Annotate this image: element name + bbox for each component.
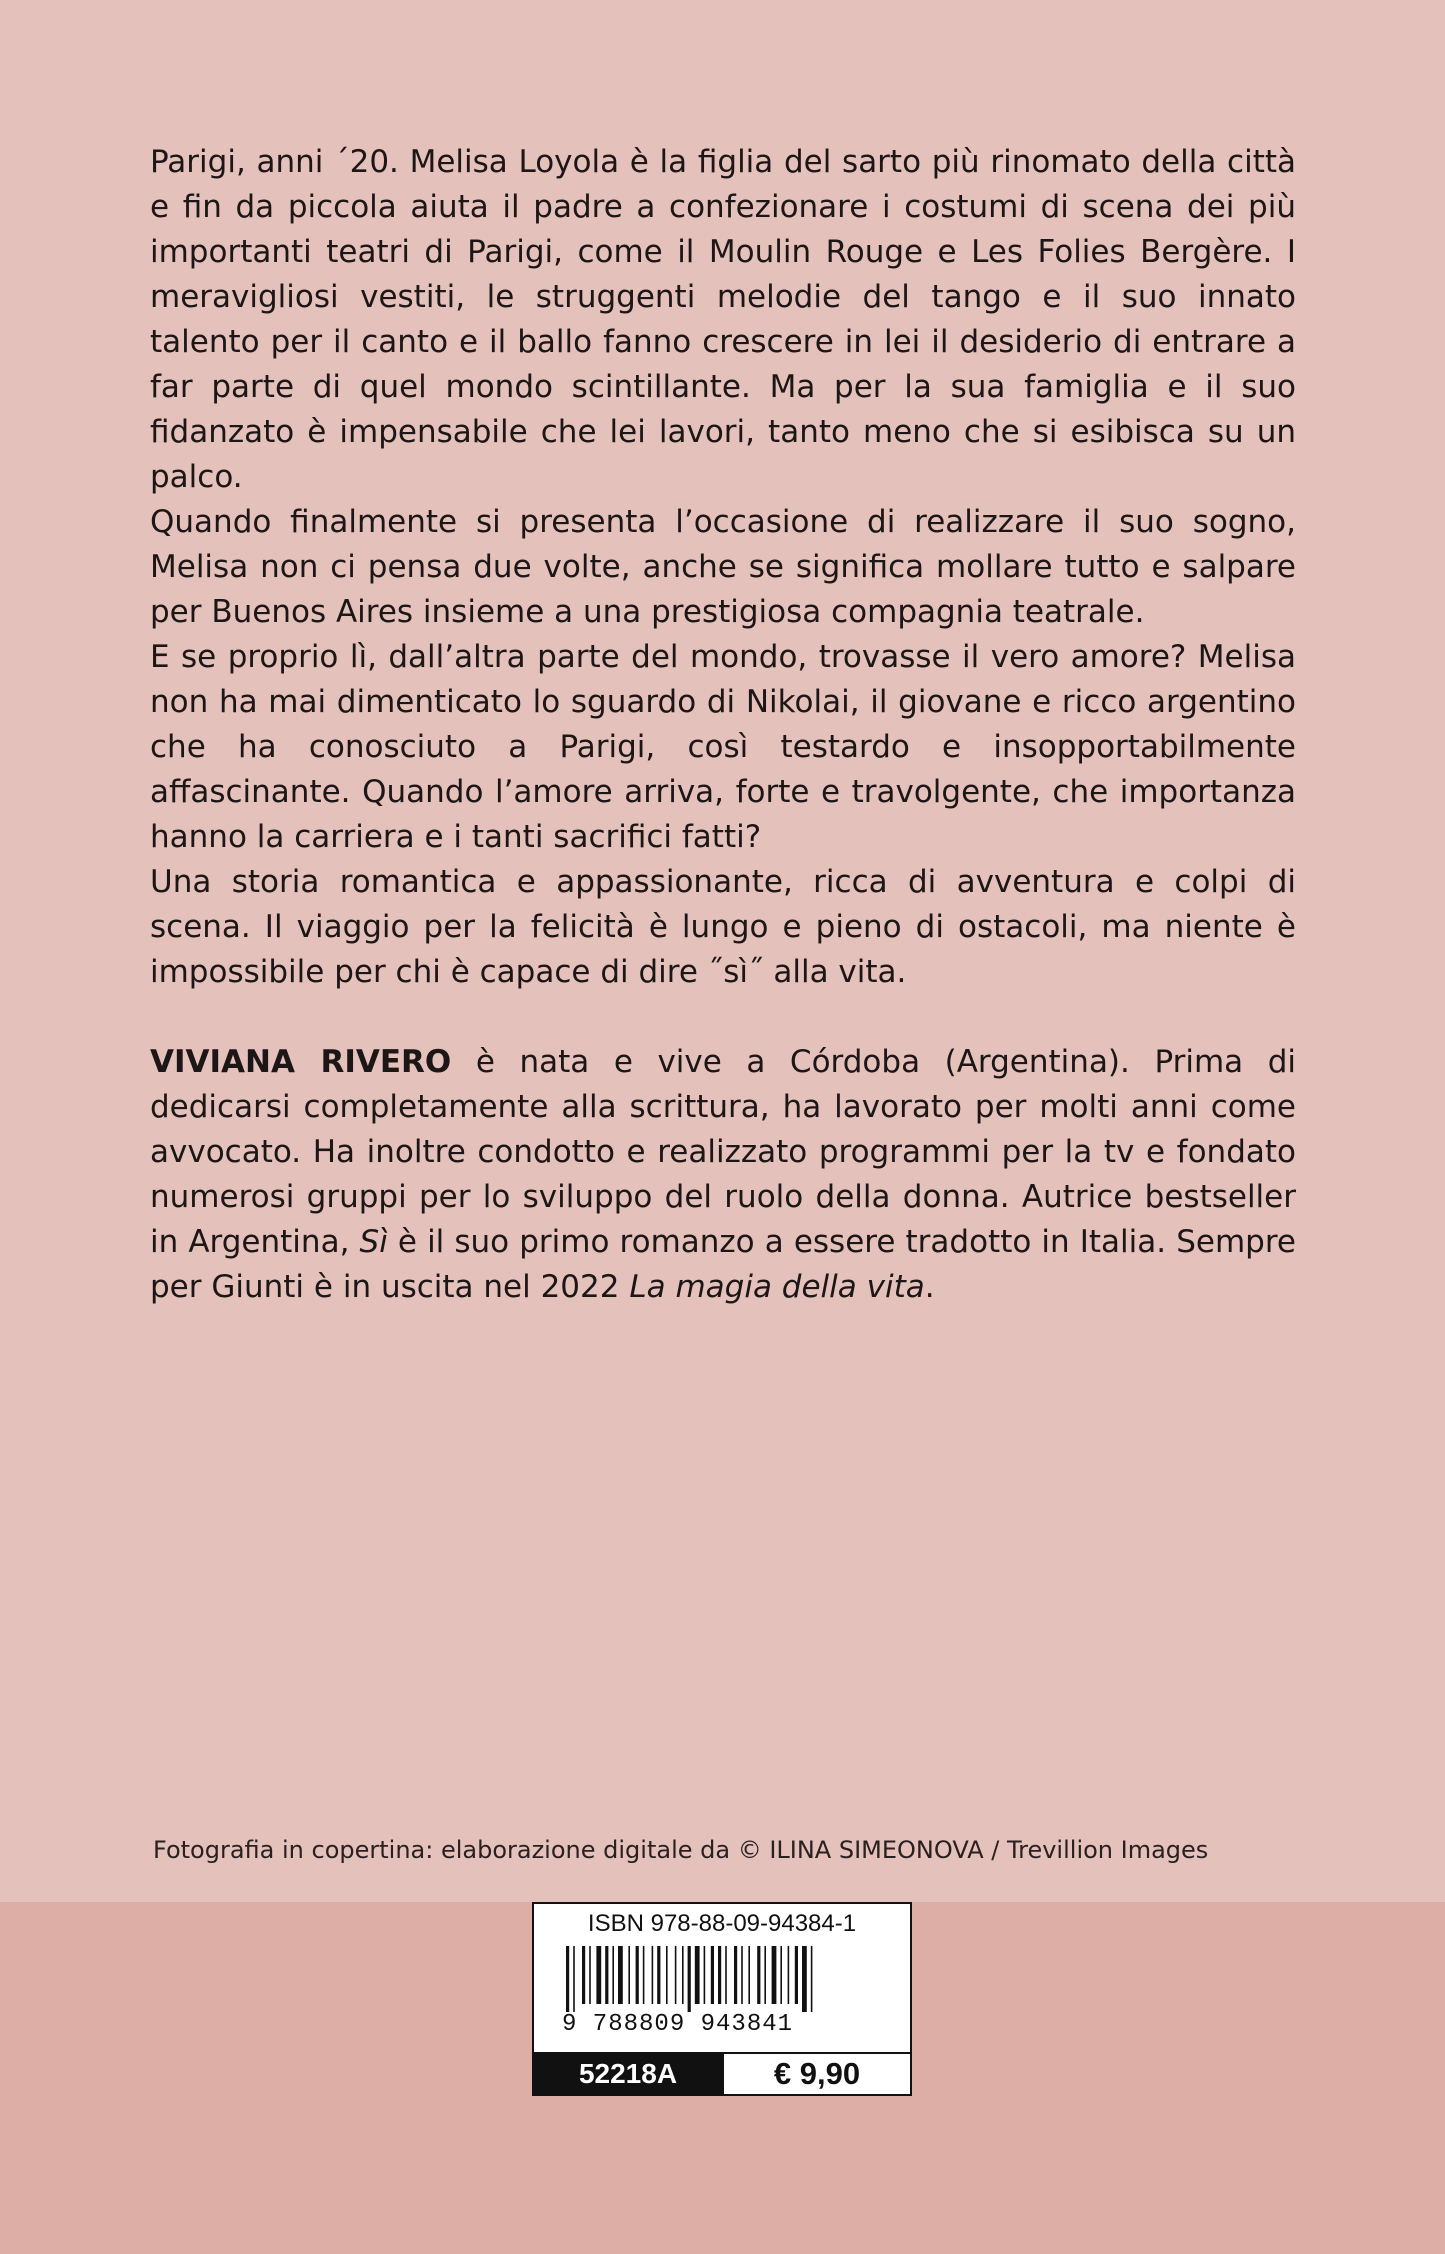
photo-credit: Fotografia in copertina: elaborazione digitale da © ILINA SIMEONOVA / Trevillion Images <box>153 1836 1209 1864</box>
barcode-bar <box>636 1946 639 2004</box>
barcode-bars <box>566 1946 882 2012</box>
barcode-bar <box>573 1946 575 2012</box>
book-title-next: La magia della vita <box>629 1269 925 1305</box>
author-name: VIVIANA RIVERO <box>150 1044 452 1080</box>
barcode-bar <box>811 1946 813 2012</box>
barcode-bar <box>795 1946 798 2004</box>
synopsis-paragraph-4: Una storia romantica e appassionante, ricca di avventura e colpi di scena. Il viaggio per la felicità è lungo e pieno di ostacoli, ma niente è impossibile per chi è capace di dire ˝sì˝ alla vita. <box>150 864 1296 990</box>
author-bio <box>150 1040 1296 1310</box>
synopsis-paragraph-3: E se proprio lì, dall’altra parte del mondo, trovasse il vero amore? Melisa non ha mai dimenticato lo sguardo di Nikolai, il giovane e ricco argentino che ha conosciuto a Parigi, così testardo e insopportabilmente affascinante. Quando l’amore arriva, forte e travolgente, che importanza hanno la carriera e i tanti sacrifici fatti? <box>150 639 1296 855</box>
barcode-bar <box>711 1946 714 2004</box>
synopsis-paragraph-1: Parigi, anni ´20. Melisa Loyola è la figlia del sarto più rinomato della città e fin da piccola aiuta il padre a confezionare i costumi di scena dei più importanti teatri di Parigi, come il Moulin Rouge e Les Folies Bergère. I meravigliosi vestiti, le struggenti melodie del tango e il suo innato talento per il canto e il ballo fanno crescere in lei il desiderio di entrare a far parte di quel mondo scintillante. Ma per la sua famiglia e il suo fidanzato è impensabile che lei lavori, tanto meno che si esibisca su un palco. <box>150 144 1296 495</box>
barcode-digits: 9 788809 943841 <box>562 2011 794 2038</box>
barcode-bar <box>596 1946 601 2004</box>
barcode-bar <box>582 1946 585 2004</box>
product-code: 52218A <box>534 2054 722 2094</box>
synopsis-paragraph-2: Quando finalmente si presenta l’occasione di realizzare il suo sogno, Melisa non ci pensa due volte, anche se significa mollare tutto e salpare per Buenos Aires insieme a una prestigiosa compagnia teatrale. <box>150 504 1296 630</box>
barcode-bar <box>764 1946 766 2004</box>
barcode-bar <box>741 1946 743 2004</box>
book-title-si: Sì <box>359 1224 388 1260</box>
bio-text-1: è nata e vive a Córdoba (Argentina). Prima di dedicarsi completamente alla scrittura, ha lavorato per molti anni come avvocato. Ha inoltre condotto e realizzato programmi per la tv e fondato numerosi gruppi per lo sviluppo del ruolo della donna. Autrice bestseller in Argentina, <box>150 1044 1296 1260</box>
barcode-bar <box>566 1946 569 2012</box>
barcode-bar <box>748 1946 750 2004</box>
barcode-bar <box>688 1946 691 2012</box>
bio-text-3: . <box>924 1269 935 1305</box>
code-price-row <box>534 2052 910 2094</box>
barcode-bar <box>734 1946 737 2004</box>
barcode-bar <box>780 1946 782 2004</box>
barcode-bar <box>628 1946 630 2004</box>
barcode-bar <box>695 1946 700 2004</box>
barcode-bar <box>802 1946 807 2012</box>
barcode-bar <box>652 1946 654 2004</box>
barcode-bar <box>657 1946 660 2004</box>
barcode-bar <box>605 1946 608 2004</box>
barcode-bar <box>643 1946 645 2004</box>
isbn-label: ISBN 978-88-09-94384-1 <box>587 1910 857 1937</box>
bio-text-2: è il suo primo romanzo a essere tradotto in Italia. Sempre per Giunti è in uscita nel 2022 <box>150 1224 1296 1305</box>
barcode-label <box>532 1902 912 2096</box>
barcode-bar <box>666 1946 668 2004</box>
price-tag: € 9,90 <box>722 2054 910 2094</box>
barcode-bar <box>788 1946 790 2004</box>
barcode-bar <box>675 1946 677 2004</box>
barcode-bar <box>612 1946 614 2004</box>
barcode-bar <box>725 1946 727 2004</box>
barcode-bar <box>704 1946 706 2004</box>
barcode-bar <box>618 1946 623 2004</box>
back-cover-text <box>150 140 1296 1310</box>
barcode-bar <box>757 1946 760 2004</box>
barcode-bar <box>772 1946 777 2004</box>
barcode-bar <box>682 1946 684 2004</box>
barcode-bar <box>589 1946 591 2004</box>
barcode-bar <box>718 1946 721 2004</box>
